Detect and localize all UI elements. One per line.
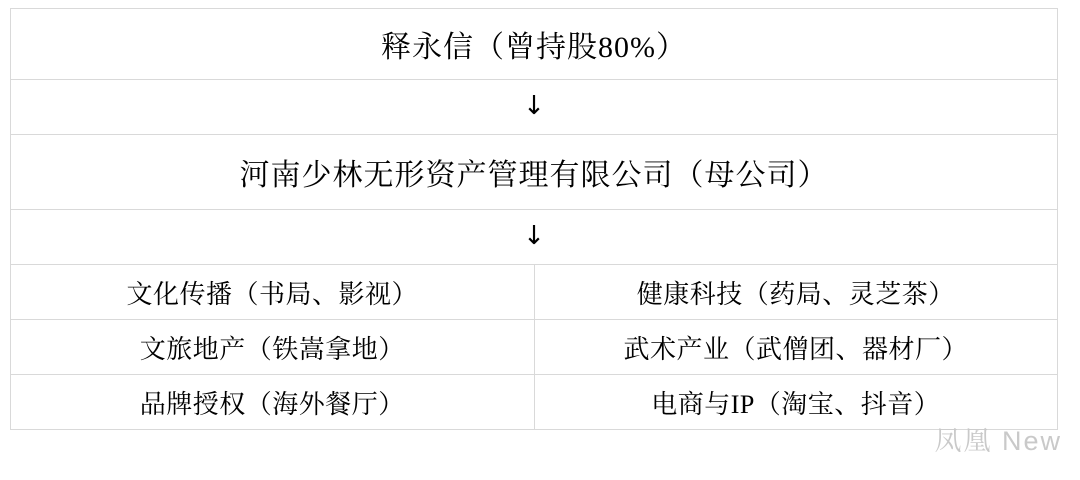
business-cell: 电商与IP（淘宝、抖音）	[534, 375, 1058, 430]
arrow-glyph-2: ↓	[523, 221, 545, 251]
diagram-row-top-node	[11, 9, 1058, 80]
diagram-row-arrow-1	[11, 80, 1058, 135]
parent-node-cell: 河南少林无形资产管理有限公司（母公司）	[11, 135, 1058, 210]
diagram-row-parent-node	[11, 135, 1058, 210]
org-structure-diagram	[10, 8, 1058, 430]
watermark-en: New	[1001, 426, 1062, 456]
diagram-row-business-1	[11, 265, 1058, 320]
arrow-down-icon-1	[11, 80, 1058, 135]
business-cell: 文化传播（书局、影视）	[11, 265, 535, 320]
diagram-row-arrow-2	[11, 210, 1058, 265]
business-cell: 文旅地产（铁嵩拿地）	[11, 320, 535, 375]
diagram-row-business-2	[11, 320, 1058, 375]
business-cell: 品牌授权（海外餐厅）	[11, 375, 535, 430]
watermark-cn: 凤凰	[934, 426, 993, 456]
business-cell: 武术产业（武僧团、器材厂）	[534, 320, 1058, 375]
arrow-glyph-1: ↓	[523, 91, 545, 121]
top-node-cell: 释永信（曾持股80%）	[11, 9, 1058, 80]
business-cell: 健康科技（药局、灵芝茶）	[534, 265, 1058, 320]
arrow-down-icon-2	[11, 210, 1058, 265]
diagram-row-business-3	[11, 375, 1058, 430]
